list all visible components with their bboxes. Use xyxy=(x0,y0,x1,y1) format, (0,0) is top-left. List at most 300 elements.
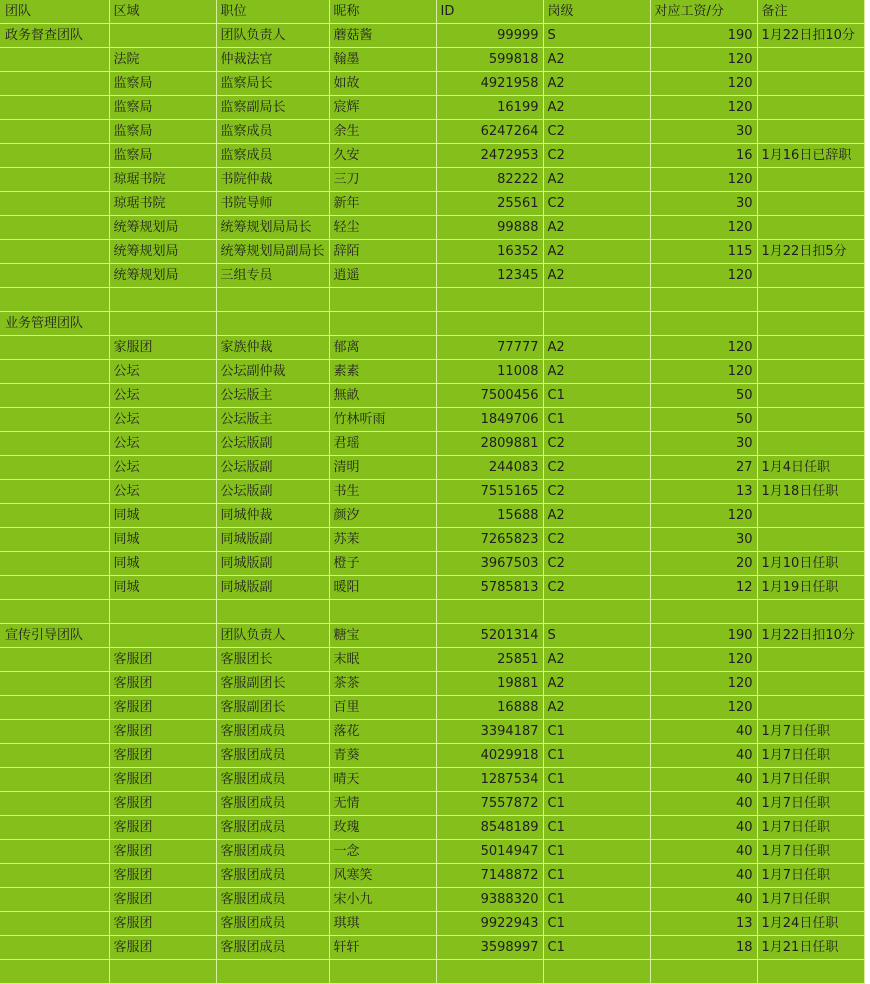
cell-region[interactable]: 统筹规划局 xyxy=(109,240,216,264)
cell-team[interactable] xyxy=(0,576,109,600)
cell-team[interactable] xyxy=(0,672,109,696)
cell-id[interactable]: 15688 xyxy=(436,504,543,528)
cell-salary[interactable]: 115 xyxy=(650,240,757,264)
cell-grade[interactable]: A2 xyxy=(543,240,650,264)
cell-salary[interactable]: 120 xyxy=(650,168,757,192)
cell-position[interactable]: 监察局长 xyxy=(216,72,329,96)
cell-salary[interactable]: 120 xyxy=(650,216,757,240)
cell-position[interactable]: 客服团成员 xyxy=(216,912,329,936)
cell-grade[interactable]: C2 xyxy=(543,192,650,216)
cell-nickname[interactable]: 橙子 xyxy=(329,552,436,576)
cell-nickname[interactable]: 翰墨 xyxy=(329,48,436,72)
cell-id[interactable]: 25561 xyxy=(436,192,543,216)
cell-team[interactable] xyxy=(0,816,109,840)
cell-position[interactable]: 公坛版副 xyxy=(216,432,329,456)
cell-region[interactable] xyxy=(109,288,216,312)
cell-grade[interactable]: C1 xyxy=(543,384,650,408)
cell-position[interactable]: 客服团成员 xyxy=(216,864,329,888)
cell-grade[interactable]: A2 xyxy=(543,264,650,288)
cell-grade[interactable]: C2 xyxy=(543,528,650,552)
cell-note[interactable] xyxy=(757,264,864,288)
cell-region[interactable]: 家服团 xyxy=(109,336,216,360)
cell-position[interactable]: 客服团成员 xyxy=(216,768,329,792)
cell-nickname[interactable]: 逍遥 xyxy=(329,264,436,288)
cell-region[interactable]: 琼琚书院 xyxy=(109,192,216,216)
cell-region[interactable] xyxy=(109,960,216,984)
cell-salary[interactable]: 12 xyxy=(650,576,757,600)
cell-region[interactable]: 同城 xyxy=(109,552,216,576)
cell-note[interactable] xyxy=(757,216,864,240)
cell-grade[interactable]: C1 xyxy=(543,744,650,768)
cell-nickname[interactable]: 竹林听雨 xyxy=(329,408,436,432)
cell-note[interactable]: 1月7日任职 xyxy=(757,720,864,744)
cell-id[interactable]: 7515165 xyxy=(436,480,543,504)
cell-nickname[interactable]: 蘑菇酱 xyxy=(329,24,436,48)
cell-nickname[interactable]: 暖阳 xyxy=(329,576,436,600)
cell-region[interactable]: 同城 xyxy=(109,504,216,528)
cell-position[interactable]: 公坛版副 xyxy=(216,480,329,504)
cell-note[interactable] xyxy=(757,504,864,528)
cell-nickname[interactable]: 新年 xyxy=(329,192,436,216)
cell-grade[interactable] xyxy=(543,600,650,624)
cell-id[interactable]: 3967503 xyxy=(436,552,543,576)
cell-grade[interactable]: C1 xyxy=(543,840,650,864)
cell-grade[interactable]: C1 xyxy=(543,792,650,816)
header-grade[interactable]: 岗级 xyxy=(543,0,650,24)
cell-id[interactable] xyxy=(436,312,543,336)
cell-nickname[interactable] xyxy=(329,960,436,984)
cell-id[interactable] xyxy=(436,288,543,312)
cell-position[interactable]: 书院导师 xyxy=(216,192,329,216)
cell-team[interactable] xyxy=(0,840,109,864)
cell-region[interactable]: 客服团 xyxy=(109,648,216,672)
cell-team[interactable] xyxy=(0,720,109,744)
cell-salary[interactable]: 50 xyxy=(650,384,757,408)
cell-grade[interactable]: A2 xyxy=(543,360,650,384)
cell-grade[interactable]: C1 xyxy=(543,888,650,912)
cell-note[interactable] xyxy=(757,336,864,360)
cell-salary[interactable] xyxy=(650,960,757,984)
cell-team[interactable] xyxy=(0,240,109,264)
cell-position[interactable]: 同城版副 xyxy=(216,552,329,576)
cell-region[interactable]: 监察局 xyxy=(109,72,216,96)
cell-nickname[interactable]: 郁离 xyxy=(329,336,436,360)
cell-note[interactable] xyxy=(757,96,864,120)
cell-nickname[interactable]: 颜汐 xyxy=(329,504,436,528)
cell-id[interactable]: 1287534 xyxy=(436,768,543,792)
cell-region[interactable]: 公坛 xyxy=(109,360,216,384)
cell-note[interactable]: 1月7日任职 xyxy=(757,792,864,816)
cell-region[interactable]: 公坛 xyxy=(109,456,216,480)
cell-id[interactable]: 244083 xyxy=(436,456,543,480)
cell-grade[interactable]: C2 xyxy=(543,120,650,144)
cell-region[interactable]: 客服团 xyxy=(109,720,216,744)
cell-grade[interactable]: C1 xyxy=(543,720,650,744)
cell-nickname[interactable]: 书生 xyxy=(329,480,436,504)
cell-grade[interactable] xyxy=(543,960,650,984)
cell-note[interactable]: 1月7日任职 xyxy=(757,840,864,864)
cell-id[interactable] xyxy=(436,600,543,624)
cell-note[interactable] xyxy=(757,48,864,72)
cell-salary[interactable]: 40 xyxy=(650,720,757,744)
cell-grade[interactable]: A2 xyxy=(543,168,650,192)
cell-nickname[interactable]: 落花 xyxy=(329,720,436,744)
cell-grade[interactable]: A2 xyxy=(543,672,650,696)
cell-note[interactable]: 1月16日已辞职 xyxy=(757,144,864,168)
cell-id[interactable]: 5201314 xyxy=(436,624,543,648)
cell-position[interactable]: 监察成员 xyxy=(216,120,329,144)
cell-position[interactable]: 客服团成员 xyxy=(216,792,329,816)
cell-team[interactable] xyxy=(0,504,109,528)
cell-id[interactable]: 599818 xyxy=(436,48,543,72)
cell-region[interactable]: 公坛 xyxy=(109,384,216,408)
cell-grade[interactable]: A2 xyxy=(543,336,650,360)
cell-team[interactable] xyxy=(0,120,109,144)
cell-salary[interactable]: 40 xyxy=(650,792,757,816)
cell-nickname[interactable] xyxy=(329,312,436,336)
header-nickname[interactable]: 昵称 xyxy=(329,0,436,24)
cell-id[interactable]: 3394187 xyxy=(436,720,543,744)
cell-id[interactable]: 4921958 xyxy=(436,72,543,96)
cell-team[interactable] xyxy=(0,264,109,288)
cell-team[interactable]: 政务督查团队 xyxy=(0,24,109,48)
cell-salary[interactable]: 16 xyxy=(650,144,757,168)
cell-grade[interactable]: C1 xyxy=(543,768,650,792)
cell-grade[interactable] xyxy=(543,312,650,336)
cell-note[interactable] xyxy=(757,696,864,720)
cell-region[interactable]: 客服团 xyxy=(109,912,216,936)
cell-position[interactable]: 客服团成员 xyxy=(216,936,329,960)
cell-region[interactable]: 客服团 xyxy=(109,696,216,720)
cell-grade[interactable]: A2 xyxy=(543,504,650,528)
cell-team[interactable] xyxy=(0,768,109,792)
cell-id[interactable]: 11008 xyxy=(436,360,543,384)
cell-id[interactable]: 9922943 xyxy=(436,912,543,936)
cell-grade[interactable]: C1 xyxy=(543,816,650,840)
cell-id[interactable]: 4029918 xyxy=(436,744,543,768)
cell-id[interactable]: 6247264 xyxy=(436,120,543,144)
cell-nickname[interactable]: 百里 xyxy=(329,696,436,720)
cell-region[interactable]: 监察局 xyxy=(109,144,216,168)
cell-note[interactable]: 1月21日任职 xyxy=(757,936,864,960)
cell-salary[interactable]: 40 xyxy=(650,816,757,840)
cell-id[interactable]: 5785813 xyxy=(436,576,543,600)
cell-nickname[interactable]: 清明 xyxy=(329,456,436,480)
cell-position[interactable]: 监察副局长 xyxy=(216,96,329,120)
cell-team[interactable] xyxy=(0,912,109,936)
cell-note[interactable] xyxy=(757,168,864,192)
cell-salary[interactable]: 30 xyxy=(650,528,757,552)
cell-note[interactable]: 1月18日任职 xyxy=(757,480,864,504)
cell-salary[interactable]: 120 xyxy=(650,48,757,72)
cell-region[interactable]: 客服团 xyxy=(109,672,216,696)
cell-position[interactable] xyxy=(216,288,329,312)
cell-note[interactable] xyxy=(757,528,864,552)
cell-position[interactable]: 家族仲裁 xyxy=(216,336,329,360)
cell-position[interactable]: 客服团成员 xyxy=(216,720,329,744)
cell-position[interactable]: 公坛版副 xyxy=(216,456,329,480)
cell-salary[interactable]: 20 xyxy=(650,552,757,576)
cell-grade[interactable]: C2 xyxy=(543,144,650,168)
cell-id[interactable]: 7557872 xyxy=(436,792,543,816)
cell-grade[interactable]: A2 xyxy=(543,216,650,240)
cell-grade[interactable]: S xyxy=(543,624,650,648)
cell-region[interactable] xyxy=(109,624,216,648)
cell-note[interactable]: 1月19日任职 xyxy=(757,576,864,600)
cell-position[interactable]: 同城仲裁 xyxy=(216,504,329,528)
cell-id[interactable]: 7265823 xyxy=(436,528,543,552)
cell-note[interactable] xyxy=(757,432,864,456)
cell-grade[interactable]: C2 xyxy=(543,552,650,576)
cell-id[interactable]: 82222 xyxy=(436,168,543,192)
cell-nickname[interactable]: 久安 xyxy=(329,144,436,168)
cell-id[interactable]: 19881 xyxy=(436,672,543,696)
cell-region[interactable]: 客服团 xyxy=(109,768,216,792)
cell-nickname[interactable]: 三刀 xyxy=(329,168,436,192)
cell-salary[interactable]: 120 xyxy=(650,360,757,384)
cell-position[interactable]: 同城版副 xyxy=(216,576,329,600)
cell-salary[interactable]: 18 xyxy=(650,936,757,960)
cell-position[interactable]: 仲裁法官 xyxy=(216,48,329,72)
cell-note[interactable] xyxy=(757,120,864,144)
cell-region[interactable]: 客服团 xyxy=(109,936,216,960)
cell-team[interactable] xyxy=(0,696,109,720)
cell-grade[interactable]: A2 xyxy=(543,696,650,720)
cell-grade[interactable]: C1 xyxy=(543,408,650,432)
cell-note[interactable]: 1月7日任职 xyxy=(757,744,864,768)
cell-id[interactable]: 25851 xyxy=(436,648,543,672)
cell-id[interactable]: 16352 xyxy=(436,240,543,264)
cell-team[interactable] xyxy=(0,648,109,672)
cell-region[interactable]: 客服团 xyxy=(109,888,216,912)
cell-team[interactable] xyxy=(0,144,109,168)
cell-note[interactable] xyxy=(757,960,864,984)
cell-note[interactable]: 1月4日任职 xyxy=(757,456,864,480)
cell-note[interactable] xyxy=(757,192,864,216)
cell-note[interactable]: 1月24日任职 xyxy=(757,912,864,936)
cell-team[interactable] xyxy=(0,528,109,552)
cell-grade[interactable]: A2 xyxy=(543,72,650,96)
cell-nickname[interactable]: 素素 xyxy=(329,360,436,384)
cell-position[interactable]: 团队负责人 xyxy=(216,24,329,48)
cell-position[interactable]: 客服团成员 xyxy=(216,840,329,864)
cell-nickname[interactable]: 青葵 xyxy=(329,744,436,768)
cell-nickname[interactable]: 如故 xyxy=(329,72,436,96)
cell-position[interactable]: 客服团成员 xyxy=(216,888,329,912)
cell-nickname[interactable] xyxy=(329,288,436,312)
cell-nickname[interactable]: 糖宝 xyxy=(329,624,436,648)
cell-team[interactable] xyxy=(0,192,109,216)
cell-team[interactable] xyxy=(0,960,109,984)
cell-grade[interactable]: C1 xyxy=(543,912,650,936)
cell-id[interactable]: 2472953 xyxy=(436,144,543,168)
cell-position[interactable] xyxy=(216,600,329,624)
cell-region[interactable]: 监察局 xyxy=(109,120,216,144)
cell-grade[interactable]: C2 xyxy=(543,432,650,456)
cell-id[interactable]: 99888 xyxy=(436,216,543,240)
cell-region[interactable]: 监察局 xyxy=(109,96,216,120)
cell-region[interactable] xyxy=(109,24,216,48)
cell-salary[interactable]: 40 xyxy=(650,768,757,792)
cell-position[interactable]: 公坛版主 xyxy=(216,384,329,408)
cell-nickname[interactable]: 玫瑰 xyxy=(329,816,436,840)
cell-note[interactable]: 1月22日扣10分 xyxy=(757,24,864,48)
cell-position[interactable]: 公坛版主 xyxy=(216,408,329,432)
cell-note[interactable] xyxy=(757,312,864,336)
cell-salary[interactable]: 120 xyxy=(650,264,757,288)
cell-team[interactable] xyxy=(0,936,109,960)
cell-team[interactable] xyxy=(0,408,109,432)
cell-team[interactable] xyxy=(0,456,109,480)
cell-position[interactable]: 客服团成员 xyxy=(216,744,329,768)
cell-team[interactable] xyxy=(0,792,109,816)
cell-id[interactable]: 2809881 xyxy=(436,432,543,456)
cell-id[interactable]: 16199 xyxy=(436,96,543,120)
cell-note[interactable]: 1月10日任职 xyxy=(757,552,864,576)
cell-position[interactable]: 公坛副仲裁 xyxy=(216,360,329,384)
cell-region[interactable]: 同城 xyxy=(109,528,216,552)
header-team[interactable]: 团队 xyxy=(0,0,109,24)
cell-note[interactable] xyxy=(757,648,864,672)
cell-salary[interactable]: 190 xyxy=(650,624,757,648)
cell-salary[interactable]: 120 xyxy=(650,696,757,720)
cell-id[interactable]: 9388320 xyxy=(436,888,543,912)
cell-nickname[interactable]: 宸辉 xyxy=(329,96,436,120)
cell-salary[interactable]: 120 xyxy=(650,672,757,696)
cell-region[interactable]: 同城 xyxy=(109,576,216,600)
cell-region[interactable]: 统筹规划局 xyxy=(109,264,216,288)
cell-nickname[interactable]: 末眠 xyxy=(329,648,436,672)
cell-team[interactable] xyxy=(0,336,109,360)
cell-nickname[interactable]: 晴天 xyxy=(329,768,436,792)
cell-team[interactable]: 业务管理团队 xyxy=(0,312,109,336)
header-id[interactable]: ID xyxy=(436,0,543,24)
cell-region[interactable]: 统筹规划局 xyxy=(109,216,216,240)
cell-grade[interactable]: C2 xyxy=(543,456,650,480)
cell-salary[interactable]: 120 xyxy=(650,96,757,120)
cell-nickname[interactable]: 风寒笑 xyxy=(329,864,436,888)
header-position[interactable]: 职位 xyxy=(216,0,329,24)
cell-region[interactable]: 公坛 xyxy=(109,432,216,456)
cell-salary[interactable]: 40 xyxy=(650,888,757,912)
cell-note[interactable]: 1月22日扣10分 xyxy=(757,624,864,648)
cell-note[interactable]: 1月7日任职 xyxy=(757,888,864,912)
cell-region[interactable]: 客服团 xyxy=(109,864,216,888)
cell-nickname[interactable]: 琪琪 xyxy=(329,912,436,936)
cell-salary[interactable]: 40 xyxy=(650,744,757,768)
cell-team[interactable] xyxy=(0,552,109,576)
cell-team[interactable] xyxy=(0,48,109,72)
cell-salary[interactable]: 120 xyxy=(650,336,757,360)
cell-id[interactable]: 99999 xyxy=(436,24,543,48)
cell-salary[interactable] xyxy=(650,288,757,312)
cell-region[interactable]: 客服团 xyxy=(109,840,216,864)
cell-id[interactable]: 1849706 xyxy=(436,408,543,432)
cell-nickname[interactable]: 苏茉 xyxy=(329,528,436,552)
cell-note[interactable] xyxy=(757,72,864,96)
cell-salary[interactable]: 40 xyxy=(650,840,757,864)
cell-id[interactable]: 8548189 xyxy=(436,816,543,840)
cell-id[interactable]: 7500456 xyxy=(436,384,543,408)
cell-position[interactable]: 三组专员 xyxy=(216,264,329,288)
cell-team[interactable] xyxy=(0,480,109,504)
cell-note[interactable]: 1月7日任职 xyxy=(757,768,864,792)
cell-position[interactable] xyxy=(216,960,329,984)
cell-note[interactable] xyxy=(757,408,864,432)
cell-salary[interactable] xyxy=(650,600,757,624)
cell-position[interactable] xyxy=(216,312,329,336)
cell-position[interactable]: 统筹规划局副局长 xyxy=(216,240,329,264)
cell-region[interactable]: 琼琚书院 xyxy=(109,168,216,192)
cell-grade[interactable]: A2 xyxy=(543,48,650,72)
cell-nickname[interactable] xyxy=(329,600,436,624)
cell-position[interactable]: 统筹规划局局长 xyxy=(216,216,329,240)
cell-team[interactable] xyxy=(0,600,109,624)
cell-salary[interactable]: 50 xyxy=(650,408,757,432)
cell-region[interactable]: 客服团 xyxy=(109,744,216,768)
cell-team[interactable] xyxy=(0,72,109,96)
cell-position[interactable]: 团队负责人 xyxy=(216,624,329,648)
cell-team[interactable] xyxy=(0,168,109,192)
cell-note[interactable] xyxy=(757,384,864,408)
cell-salary[interactable]: 13 xyxy=(650,480,757,504)
cell-note[interactable]: 1月22日扣5分 xyxy=(757,240,864,264)
cell-nickname[interactable]: 无情 xyxy=(329,792,436,816)
cell-region[interactable]: 公坛 xyxy=(109,480,216,504)
cell-salary[interactable]: 190 xyxy=(650,24,757,48)
cell-nickname[interactable]: 轩轩 xyxy=(329,936,436,960)
cell-grade[interactable] xyxy=(543,288,650,312)
cell-nickname[interactable]: 辞陌 xyxy=(329,240,436,264)
cell-salary[interactable]: 30 xyxy=(650,192,757,216)
cell-nickname[interactable]: 無畝 xyxy=(329,384,436,408)
cell-region[interactable]: 法院 xyxy=(109,48,216,72)
cell-team[interactable] xyxy=(0,288,109,312)
cell-team[interactable] xyxy=(0,888,109,912)
cell-team[interactable] xyxy=(0,360,109,384)
cell-team[interactable] xyxy=(0,384,109,408)
cell-nickname[interactable]: 宋小九 xyxy=(329,888,436,912)
header-note[interactable]: 备注 xyxy=(757,0,864,24)
cell-grade[interactable]: C2 xyxy=(543,480,650,504)
cell-position[interactable]: 同城版副 xyxy=(216,528,329,552)
cell-grade[interactable]: C2 xyxy=(543,576,650,600)
cell-team[interactable] xyxy=(0,432,109,456)
cell-team[interactable] xyxy=(0,864,109,888)
cell-position[interactable]: 客服团成员 xyxy=(216,816,329,840)
cell-id[interactable]: 7148872 xyxy=(436,864,543,888)
cell-id[interactable]: 12345 xyxy=(436,264,543,288)
cell-salary[interactable]: 120 xyxy=(650,648,757,672)
cell-region[interactable]: 公坛 xyxy=(109,408,216,432)
cell-note[interactable]: 1月7日任职 xyxy=(757,864,864,888)
cell-nickname[interactable]: 轻尘 xyxy=(329,216,436,240)
cell-note[interactable] xyxy=(757,600,864,624)
cell-team[interactable]: 宣传引导团队 xyxy=(0,624,109,648)
cell-region[interactable]: 客服团 xyxy=(109,816,216,840)
cell-nickname[interactable]: 君瑶 xyxy=(329,432,436,456)
cell-nickname[interactable]: 一念 xyxy=(329,840,436,864)
cell-team[interactable] xyxy=(0,744,109,768)
cell-salary[interactable] xyxy=(650,312,757,336)
cell-position[interactable]: 书院仲裁 xyxy=(216,168,329,192)
header-salary[interactable]: 对应工资/分 xyxy=(650,0,757,24)
cell-team[interactable] xyxy=(0,96,109,120)
cell-grade[interactable]: A2 xyxy=(543,96,650,120)
cell-position[interactable]: 客服团长 xyxy=(216,648,329,672)
cell-position[interactable]: 客服副团长 xyxy=(216,696,329,720)
cell-note[interactable] xyxy=(757,672,864,696)
